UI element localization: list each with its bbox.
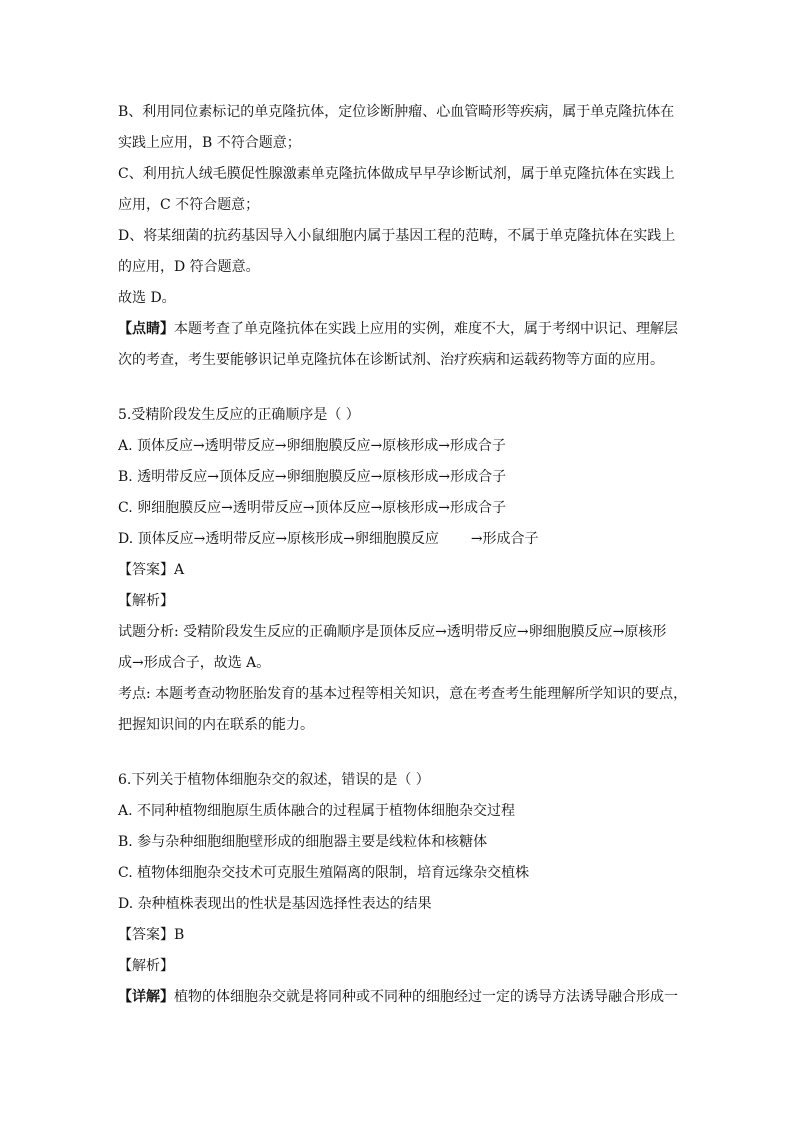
note-tag: 【点睛】 <box>118 321 174 337</box>
q5-option-d <box>118 524 678 555</box>
prev-d-line1: D、将某细菌的抗药基因导入小鼠细胞内属于基因工程的范畴，不属于单克隆抗体在实践上 <box>118 228 676 244</box>
document-page <box>118 97 688 1013</box>
q5-analysis-tag: 【解析】 <box>118 593 174 609</box>
q5-option-a: A. 顶体反应→透明带反应→卵细胞膜反应→原核形成→形成合子 <box>118 438 506 454</box>
prev-note-line1 <box>118 314 678 345</box>
q5-option-d-tail: →形成合子 <box>470 531 539 547</box>
q5-kaodian-line2: 把握知识间的内在联系的能力。 <box>118 717 314 733</box>
prev-d-line2: 的应用，D 符合题意。 <box>118 259 260 275</box>
q5-kaodian-line1: 考点: 本题考查动物胚胎发育的基本过程等相关知识，意在考查考生能理解所学知识的要点， <box>118 686 688 702</box>
q5-stem: 5.受精阶段发生反应的正确顺序是（ ） <box>118 407 360 423</box>
q6-option-c: C. 植物体细胞杂交技术可克服生殖隔离的限制，培育远缘杂交植株 <box>118 865 530 881</box>
q5-answer: 【答案】A <box>118 562 185 578</box>
detail-text: 植物的体细胞杂交就是将同种或不同种的细胞经过一定的诱导方法诱导融合形成一 <box>174 989 678 1005</box>
prev-c-line1: C、利用抗人绒毛膜促性腺激素单克隆抗体做成早早孕诊断试剂，属于单克隆抗体在实践上 <box>118 166 675 182</box>
prev-choice: 故选 D。 <box>118 290 176 306</box>
q5-option-b: B. 透明带反应→顶体反应→卵细胞膜反应→原核形成→形成合子 <box>118 469 507 485</box>
q6-detail-line1 <box>118 982 678 1013</box>
q5-analysis-line1: 试题分析: 受精阶段发生反应的正确顺序是顶体反应→透明带反应→卵细胞膜反应→原核形 <box>118 624 667 640</box>
prev-b-line2: 实践上应用，B 不符合题意； <box>118 135 301 151</box>
q6-stem: 6.下列关于植物体细胞杂交的叙述，错误的是（ ） <box>118 772 430 788</box>
section-gap <box>118 741 678 765</box>
q5-option-d-main: D. 顶体反应→透明带反应→原核形成→卵细胞膜反应 <box>118 531 439 547</box>
prev-b-line1: B、利用同位素标记的单克隆抗体，定位诊断肿瘤、心血管畸形等疾病，属于单克隆抗体在 <box>118 104 675 120</box>
prev-note-line2: 次的考查，考生要能够识记单克隆抗体在诊断试剂、治疗疾病和运载药物等方面的应用。 <box>118 352 664 368</box>
q6-option-d: D. 杂种植株表现出的性状是基因选择性表达的结果 <box>118 896 432 912</box>
q6-analysis-tag: 【解析】 <box>118 958 174 974</box>
note-text: 本题考查了单克隆抗体在实践上应用的实例，难度不大，属于考纲中识记、理解层 <box>174 321 678 337</box>
q6-option-b: B. 参与杂种细胞细胞壁形成的细胞器主要是线粒体和核糖体 <box>118 834 488 850</box>
q5-option-c: C. 卵细胞膜反应→透明带反应→顶体反应→原核形成→形成合子 <box>118 500 507 516</box>
q6-option-a: A. 不同种植物细胞原生质体融合的过程属于植物体细胞杂交过程 <box>118 803 516 819</box>
prev-c-line2: 应用，C 不符合题意； <box>118 197 260 213</box>
q5-analysis-line2: 成→形成合子，故选 A。 <box>118 655 271 671</box>
section-gap <box>118 376 678 400</box>
q6-answer: 【答案】B <box>118 927 185 943</box>
detail-tag: 【详解】 <box>118 989 174 1005</box>
